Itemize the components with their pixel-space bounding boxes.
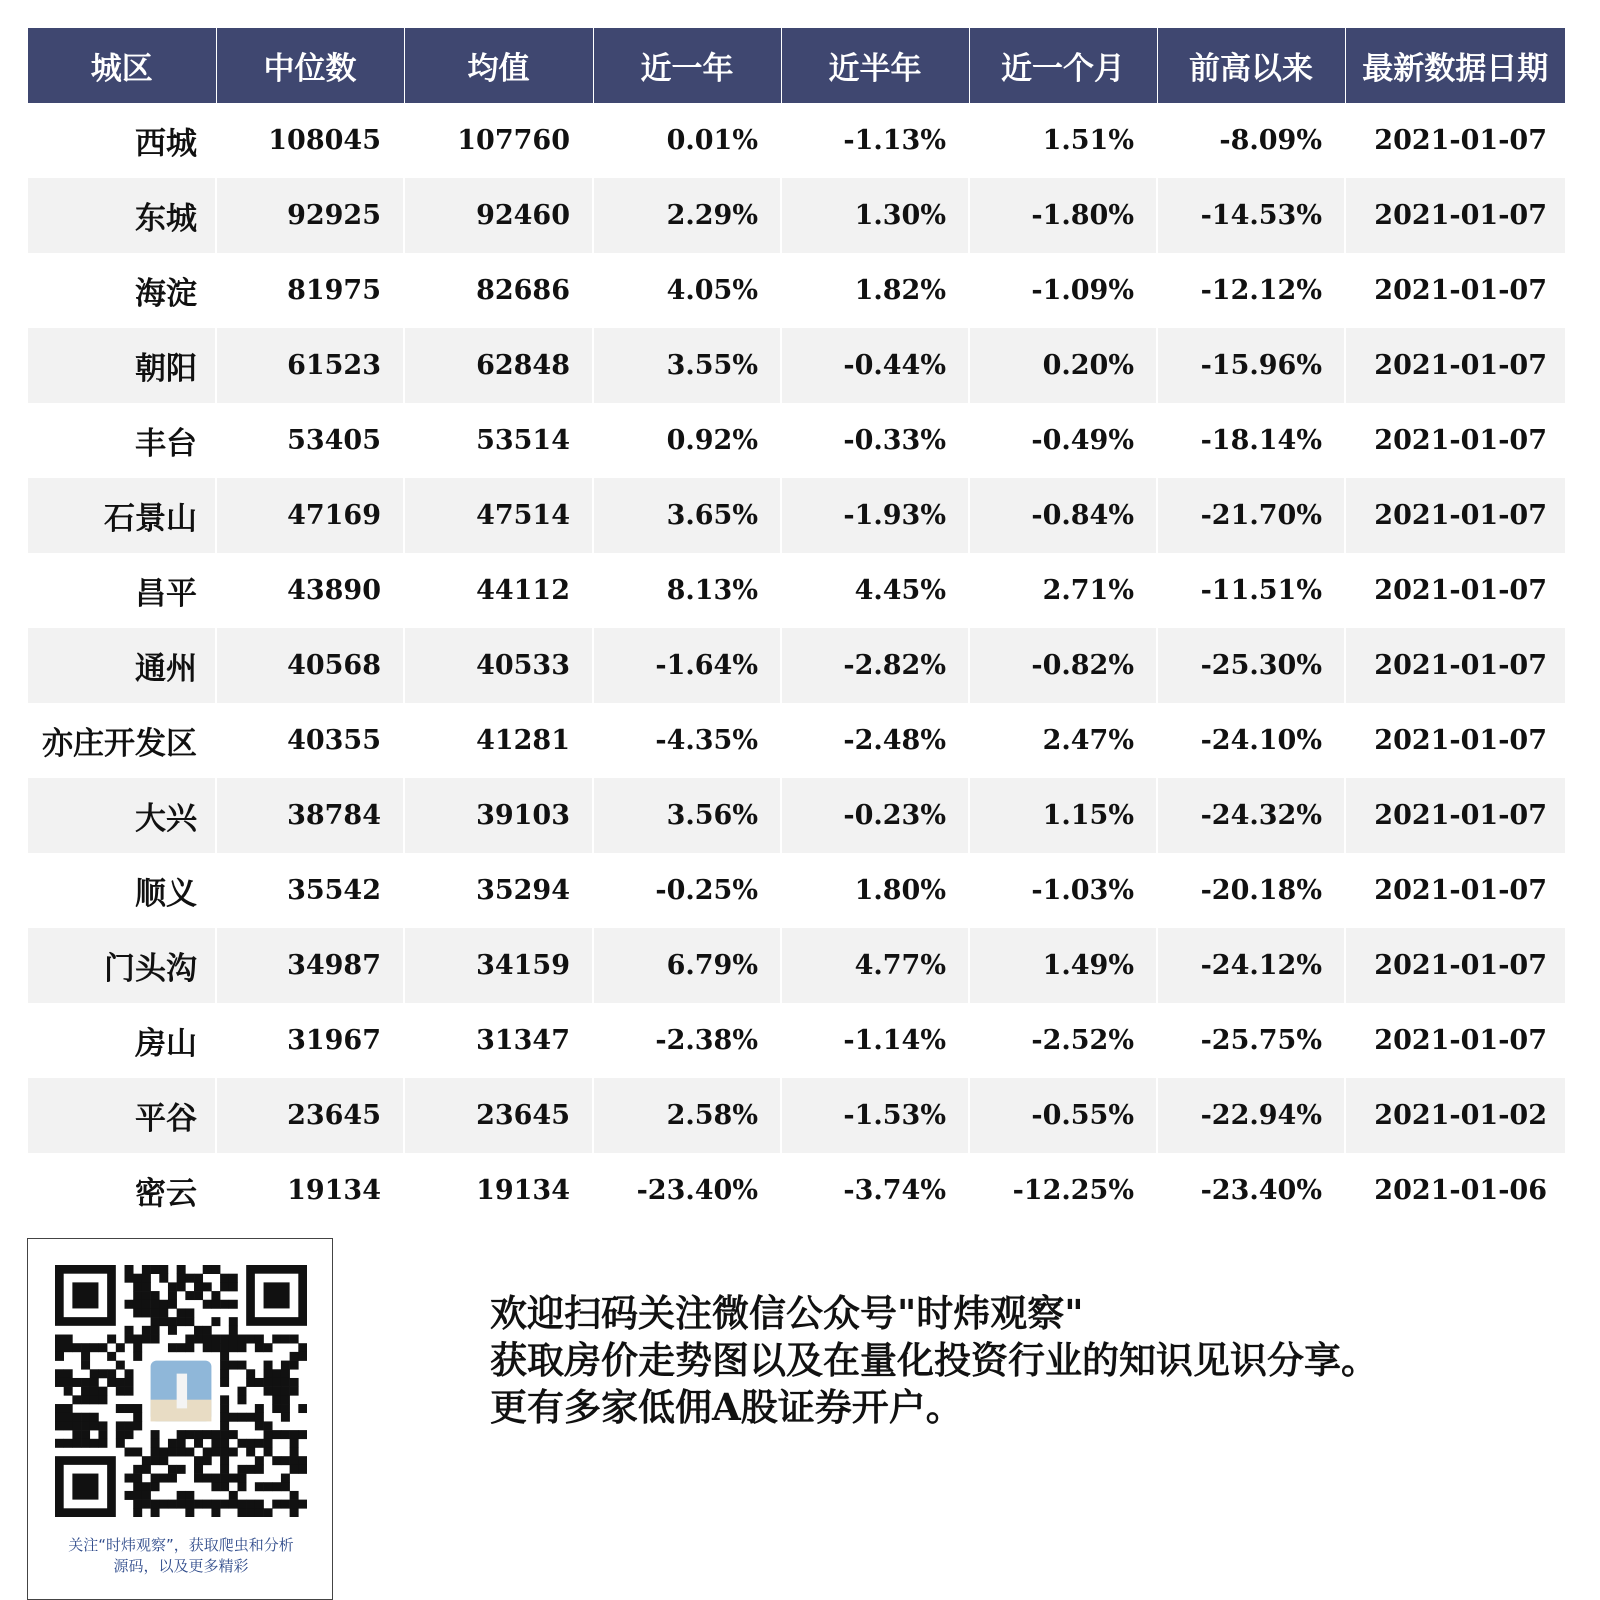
table-row: [28, 328, 1565, 403]
cell-change-6m: -2.48%: [781, 703, 969, 778]
cell-latest-date: 2021-01-07: [1345, 178, 1565, 253]
table-row: [28, 403, 1565, 478]
cell-change-since-peak: -25.75%: [1157, 1003, 1345, 1078]
cell-change-6m: 4.45%: [781, 553, 969, 628]
cell-change-since-peak: -12.12%: [1157, 253, 1345, 328]
cell-district: 房山: [28, 1003, 216, 1078]
cell-latest-date: 2021-01-07: [1345, 553, 1565, 628]
cell-mean: 40533: [404, 628, 593, 703]
cell-change-since-peak: -21.70%: [1157, 478, 1345, 553]
cell-change-6m: -1.14%: [781, 1003, 969, 1078]
cell-change-1m: -1.09%: [969, 253, 1157, 328]
promo-line-1: 欢迎扫码关注微信公众号"时炜观察": [490, 1291, 1084, 1335]
table-row: [28, 103, 1565, 178]
cell-change-6m: 4.77%: [781, 928, 969, 1003]
cell-change-1m: -2.52%: [969, 1003, 1157, 1078]
cell-district: 顺义: [28, 853, 216, 928]
cell-mean: 19134: [404, 1153, 593, 1228]
cell-change-6m: -0.44%: [781, 328, 969, 403]
cell-median: 47169: [216, 478, 404, 553]
cell-latest-date: 2021-01-07: [1345, 103, 1565, 178]
cell-change-1m: -0.84%: [969, 478, 1157, 553]
cell-median: 38784: [216, 778, 404, 853]
header-district: 城区: [28, 28, 216, 103]
cell-district: 门头沟: [28, 928, 216, 1003]
cell-change-6m: 1.82%: [781, 253, 969, 328]
cell-change-1m: -1.03%: [969, 853, 1157, 928]
cell-mean: 107760: [404, 103, 593, 178]
cell-change-1m: 2.71%: [969, 553, 1157, 628]
cell-district: 亦庄开发区: [28, 703, 216, 778]
cell-change-1y: 3.65%: [593, 478, 781, 553]
cell-latest-date: 2021-01-02: [1345, 1078, 1565, 1153]
cell-change-1y: 0.92%: [593, 403, 781, 478]
table-body: [28, 103, 1565, 1228]
table-row: [28, 1078, 1565, 1153]
cell-change-1y: -0.25%: [593, 853, 781, 928]
cell-change-1m: 1.15%: [969, 778, 1157, 853]
cell-district: 海淀: [28, 253, 216, 328]
cell-change-6m: -0.33%: [781, 403, 969, 478]
cell-change-1y: 2.29%: [593, 178, 781, 253]
cell-change-since-peak: -22.94%: [1157, 1078, 1345, 1153]
cell-district: 东城: [28, 178, 216, 253]
cell-median: 53405: [216, 403, 404, 478]
cell-median: 43890: [216, 553, 404, 628]
table-row: [28, 253, 1565, 328]
cell-latest-date: 2021-01-07: [1345, 628, 1565, 703]
cell-median: 23645: [216, 1078, 404, 1153]
table-row: [28, 928, 1565, 1003]
qr-caption: [28, 1535, 334, 1577]
promo-line-2: 获取房价走势图以及在量化投资行业的知识见识分享。: [490, 1338, 1378, 1382]
cell-latest-date: 2021-01-07: [1345, 478, 1565, 553]
cell-district: 西城: [28, 103, 216, 178]
cell-change-6m: 1.80%: [781, 853, 969, 928]
cell-latest-date: 2021-01-07: [1345, 853, 1565, 928]
cell-latest-date: 2021-01-07: [1345, 778, 1565, 853]
cell-latest-date: 2021-01-07: [1345, 1003, 1565, 1078]
cell-median: 81975: [216, 253, 404, 328]
header-mean: 均值: [404, 28, 593, 103]
promo-line-3: 更有多家低佣A股证券开户。: [490, 1385, 963, 1429]
cell-change-since-peak: -25.30%: [1157, 628, 1345, 703]
cell-district: 昌平: [28, 553, 216, 628]
table-row: [28, 478, 1565, 553]
cell-latest-date: 2021-01-06: [1345, 1153, 1565, 1228]
cell-median: 40355: [216, 703, 404, 778]
table-row: [28, 778, 1565, 853]
table-row: [28, 1153, 1565, 1228]
cell-district: 密云: [28, 1153, 216, 1228]
cell-change-1y: 0.01%: [593, 103, 781, 178]
cell-district: 通州: [28, 628, 216, 703]
cell-change-since-peak: -20.18%: [1157, 853, 1345, 928]
cell-change-since-peak: -24.12%: [1157, 928, 1345, 1003]
cell-latest-date: 2021-01-07: [1345, 928, 1565, 1003]
header-latest-date: 最新数据日期: [1345, 28, 1565, 103]
cell-change-1y: 4.05%: [593, 253, 781, 328]
cell-change-1m: 1.51%: [969, 103, 1157, 178]
cell-latest-date: 2021-01-07: [1345, 403, 1565, 478]
cell-median: 61523: [216, 328, 404, 403]
district-price-table: [28, 28, 1565, 1228]
cell-change-6m: -1.53%: [781, 1078, 969, 1153]
district-price-table-container: [28, 28, 1565, 1228]
cell-mean: 41281: [404, 703, 593, 778]
cell-change-6m: 1.30%: [781, 178, 969, 253]
table-row: [28, 853, 1565, 928]
table-row: [28, 553, 1565, 628]
cell-mean: 35294: [404, 853, 593, 928]
cell-median: 31967: [216, 1003, 404, 1078]
cell-latest-date: 2021-01-07: [1345, 328, 1565, 403]
cell-change-1y: -4.35%: [593, 703, 781, 778]
table-header-row: [28, 28, 1565, 103]
cell-mean: 62848: [404, 328, 593, 403]
cell-change-6m: -0.23%: [781, 778, 969, 853]
cell-median: 92925: [216, 178, 404, 253]
cell-change-since-peak: -8.09%: [1157, 103, 1345, 178]
cell-mean: 44112: [404, 553, 593, 628]
cell-mean: 23645: [404, 1078, 593, 1153]
qr-caption-line-2: 源码，以及更多精彩: [113, 1557, 249, 1575]
header-median: 中位数: [216, 28, 404, 103]
cell-median: 19134: [216, 1153, 404, 1228]
cell-median: 108045: [216, 103, 404, 178]
cell-latest-date: 2021-01-07: [1345, 703, 1565, 778]
cell-change-1y: 3.56%: [593, 778, 781, 853]
cell-change-6m: -1.13%: [781, 103, 969, 178]
cell-change-1m: -12.25%: [969, 1153, 1157, 1228]
cell-change-1m: -0.82%: [969, 628, 1157, 703]
qr-caption-line-1: 关注“时炜观察”，获取爬虫和分析: [68, 1536, 294, 1554]
cell-mean: 82686: [404, 253, 593, 328]
cell-change-1m: -0.49%: [969, 403, 1157, 478]
cell-median: 35542: [216, 853, 404, 928]
cell-mean: 47514: [404, 478, 593, 553]
table-row: [28, 628, 1565, 703]
cell-mean: 31347: [404, 1003, 593, 1078]
cell-change-1y: 8.13%: [593, 553, 781, 628]
cell-change-since-peak: -14.53%: [1157, 178, 1345, 253]
cell-change-1m: -0.55%: [969, 1078, 1157, 1153]
cell-change-1y: -23.40%: [593, 1153, 781, 1228]
cell-mean: 34159: [404, 928, 593, 1003]
cell-change-1m: -1.80%: [969, 178, 1157, 253]
cell-change-1y: -1.64%: [593, 628, 781, 703]
cell-change-6m: -2.82%: [781, 628, 969, 703]
header-since-peak: 前高以来: [1157, 28, 1345, 103]
qr-code-image: [55, 1265, 307, 1517]
header-1m: 近一个月: [969, 28, 1157, 103]
cell-mean: 39103: [404, 778, 593, 853]
cell-district: 平谷: [28, 1078, 216, 1153]
cell-change-6m: -1.93%: [781, 478, 969, 553]
cell-change-since-peak: -24.10%: [1157, 703, 1345, 778]
cell-change-since-peak: -24.32%: [1157, 778, 1345, 853]
cell-change-1y: 3.55%: [593, 328, 781, 403]
table-row: [28, 703, 1565, 778]
cell-latest-date: 2021-01-07: [1345, 253, 1565, 328]
cell-change-1m: 1.49%: [969, 928, 1157, 1003]
table-row: [28, 1003, 1565, 1078]
cell-change-1m: 2.47%: [969, 703, 1157, 778]
cell-district: 朝阳: [28, 328, 216, 403]
header-1y: 近一年: [593, 28, 781, 103]
cell-mean: 53514: [404, 403, 593, 478]
cell-change-since-peak: -23.40%: [1157, 1153, 1345, 1228]
promo-text-block: [490, 1290, 1570, 1431]
cell-change-1y: 2.58%: [593, 1078, 781, 1153]
qr-code-card: [27, 1238, 333, 1600]
cell-district: 丰台: [28, 403, 216, 478]
cell-change-since-peak: -18.14%: [1157, 403, 1345, 478]
header-6m: 近半年: [781, 28, 969, 103]
cell-district: 大兴: [28, 778, 216, 853]
cell-change-since-peak: -11.51%: [1157, 553, 1345, 628]
cell-change-1y: 6.79%: [593, 928, 781, 1003]
cell-district: 石景山: [28, 478, 216, 553]
cell-change-1y: -2.38%: [593, 1003, 781, 1078]
cell-change-since-peak: -15.96%: [1157, 328, 1345, 403]
cell-median: 40568: [216, 628, 404, 703]
cell-mean: 92460: [404, 178, 593, 253]
cell-median: 34987: [216, 928, 404, 1003]
table-row: [28, 178, 1565, 253]
cell-change-1m: 0.20%: [969, 328, 1157, 403]
cell-change-6m: -3.74%: [781, 1153, 969, 1228]
